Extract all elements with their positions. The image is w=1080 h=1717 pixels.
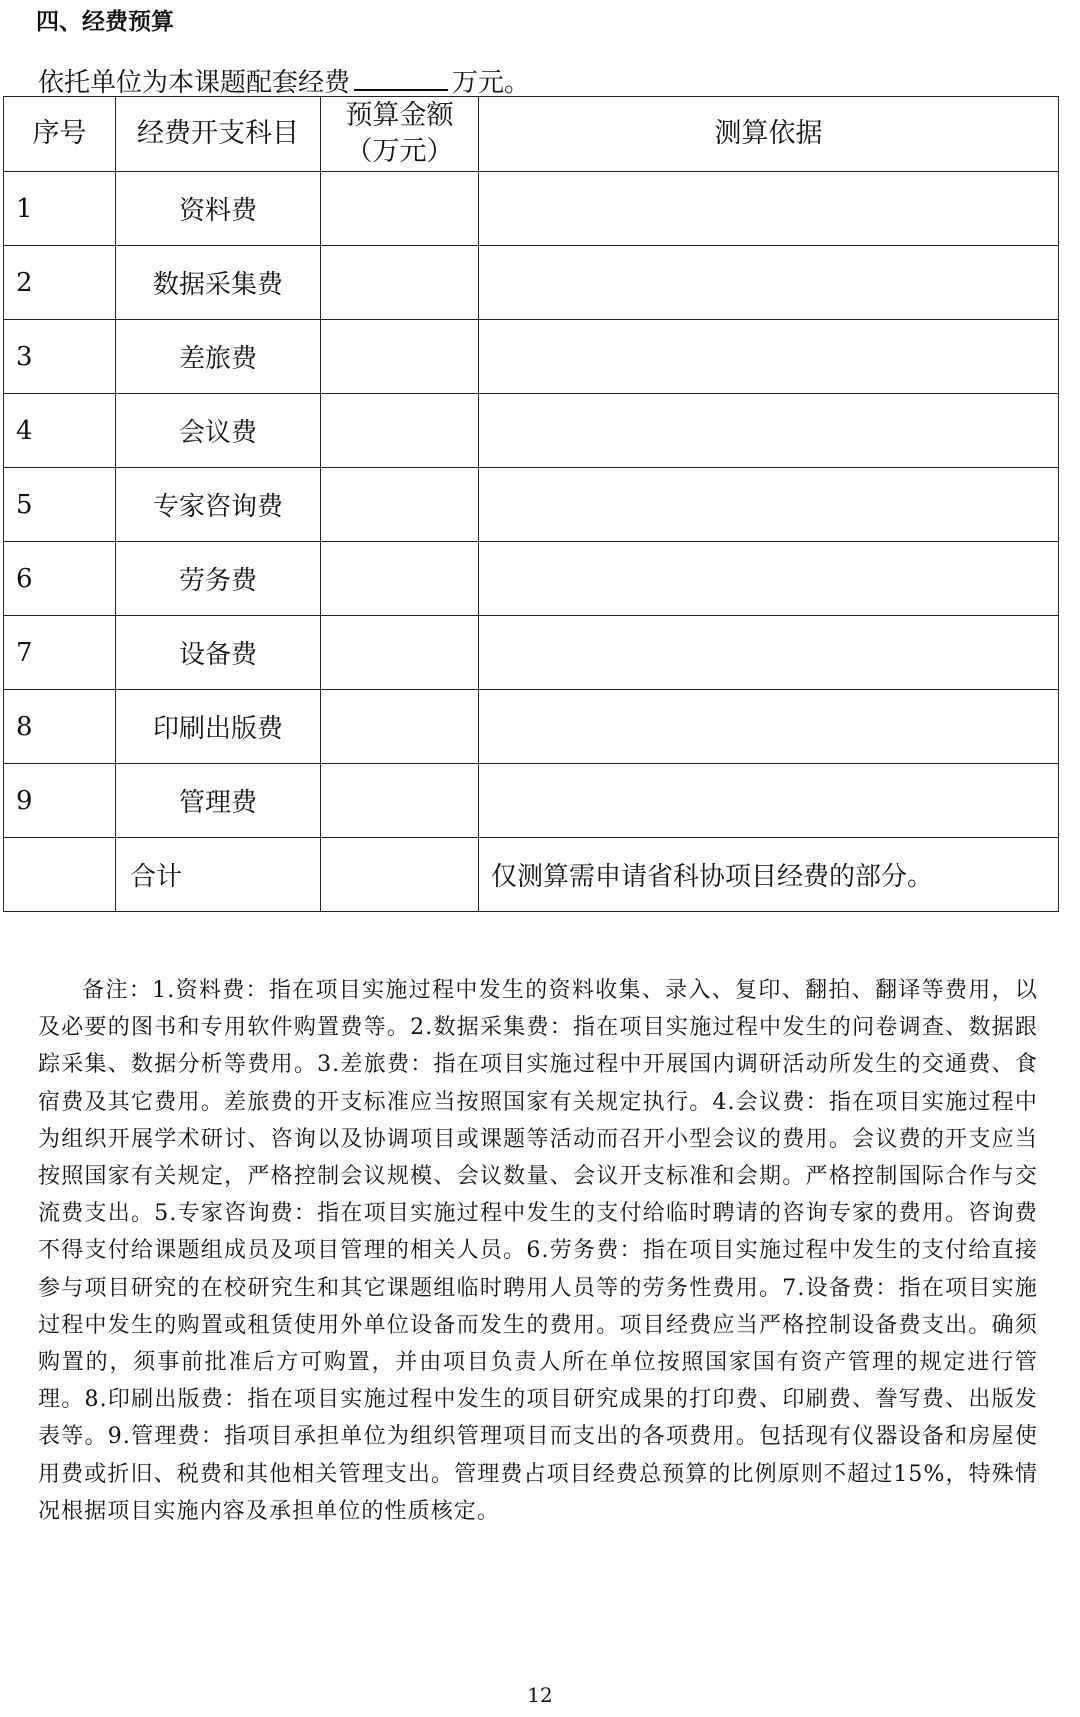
table-row <box>4 320 1059 394</box>
row-seq: 2 <box>4 246 116 320</box>
total-basis-note: 仅测算需申请省科协项目经费的部分。 <box>479 838 1059 912</box>
header-basis: 测算依据 <box>479 97 1059 172</box>
row-basis-cell[interactable] <box>479 616 1059 690</box>
row-basis-cell[interactable] <box>479 394 1059 468</box>
matching-fund-line <box>38 62 530 99</box>
notes-text: 备注：1.资料费：指在项目实施过程中发生的资料收集、录入、复印、翻拍、翻译等费用，以及必要的图书和专用软件购置费等。2.数据采集费：指在项目实施过程中发生的问卷调查、数据跟踪采集、数据分析等费用。3.差旅费：指在项目实施过程中开展国内调研活动所发生的交通费、食宿费及其它费用。差旅费的开支标准应当按照国家有关规定执行。4.会议费：指在项目实施过程中为组织开展学术研讨、咨询以及协调项目或课题等活动而召开小型会议的费用。会议费的开支应当按照国家有关规定，严格控制会议规模、会议数量、会议开支标准和会期。严格控制国际合作与交流费支出。5.专家咨询费：指在项目实施过程中发生的支付给临时聘请的咨询专家的费用。咨询费不得支付给课题组成员及项目管理的相关人员。6.劳务费：指在项目实施过程中发生的支付给直接参与项目研究的在校研究生和其它课题组临时聘用人员等的劳务性费用。7.设备费：指在项目实施过程中发生的购置或租赁使用外单位设备而发生的费用。项目经费应当严格控制设备费支出。确须购置的，须事前批准后方可购置，并由项目负责人所在单位按照国家国有资产管理的规定进行管理。8.印刷出版费：指在项目实施过程中发生的项目研究成果的打印费、印刷费、誊写费、出版发表等。9.管理费：指项目承担单位为组织管理项目而支出的各项费用。包括现有仪器设备和房屋使用费或折旧、税费和其他相关管理支出。管理费占项目经费总预算的比例原则不超过15%，特殊情况根据项目实施内容及承担单位的性质核定。 <box>38 978 1038 1524</box>
matching-fund-blank[interactable] <box>354 69 448 91</box>
row-item: 数据采集费 <box>116 246 321 320</box>
row-amount-cell[interactable] <box>321 764 479 838</box>
total-amount-cell[interactable] <box>321 838 479 912</box>
row-basis-cell[interactable] <box>479 542 1059 616</box>
table-row <box>4 172 1059 246</box>
row-amount-cell[interactable] <box>321 616 479 690</box>
row-basis-cell[interactable] <box>479 172 1059 246</box>
row-amount-cell[interactable] <box>321 320 479 394</box>
total-label: 合计 <box>116 838 321 912</box>
row-item: 设备费 <box>116 616 321 690</box>
row-basis-cell[interactable] <box>479 764 1059 838</box>
row-amount-cell[interactable] <box>321 542 479 616</box>
row-basis-cell[interactable] <box>479 246 1059 320</box>
section-title: 四、经费预算 <box>36 9 174 35</box>
row-item: 印刷出版费 <box>116 690 321 764</box>
page-number: 12 <box>527 1683 553 1707</box>
row-seq: 5 <box>4 468 116 542</box>
matching-fund-unit: 万元。 <box>452 68 531 98</box>
table-row <box>4 246 1059 320</box>
total-seq-cell <box>4 838 116 912</box>
row-seq: 3 <box>4 320 116 394</box>
notes-paragraph <box>38 972 1038 1530</box>
row-seq: 7 <box>4 616 116 690</box>
row-item: 差旅费 <box>116 320 321 394</box>
row-item: 劳务费 <box>116 542 321 616</box>
table-row <box>4 468 1059 542</box>
budget-table <box>3 96 1059 912</box>
row-basis-cell[interactable] <box>479 320 1059 394</box>
row-amount-cell[interactable] <box>321 468 479 542</box>
table-row <box>4 542 1059 616</box>
matching-fund-text: 依托单位为本课题配套经费 <box>38 68 351 98</box>
table-row <box>4 394 1059 468</box>
row-amount-cell[interactable] <box>321 246 479 320</box>
table-row <box>4 616 1059 690</box>
row-item: 管理费 <box>116 764 321 838</box>
row-amount-cell[interactable] <box>321 394 479 468</box>
row-amount-cell[interactable] <box>321 690 479 764</box>
row-basis-cell[interactable] <box>479 690 1059 764</box>
row-amount-cell[interactable] <box>321 172 479 246</box>
row-item: 会议费 <box>116 394 321 468</box>
row-item: 专家咨询费 <box>116 468 321 542</box>
header-seq: 序号 <box>4 97 116 172</box>
row-seq: 1 <box>4 172 116 246</box>
table-row <box>4 690 1059 764</box>
row-seq: 4 <box>4 394 116 468</box>
header-amount-line2: （万元） <box>345 136 454 167</box>
row-basis-cell[interactable] <box>479 468 1059 542</box>
row-seq: 8 <box>4 690 116 764</box>
header-item: 经费开支科目 <box>116 97 321 172</box>
header-amount-line1: 预算金额 <box>345 100 454 131</box>
header-amount <box>321 97 479 172</box>
row-seq: 6 <box>4 542 116 616</box>
total-row <box>4 838 1059 912</box>
table-row <box>4 764 1059 838</box>
row-item: 资料费 <box>116 172 321 246</box>
budget-table-header <box>4 97 1059 172</box>
row-seq: 9 <box>4 764 116 838</box>
